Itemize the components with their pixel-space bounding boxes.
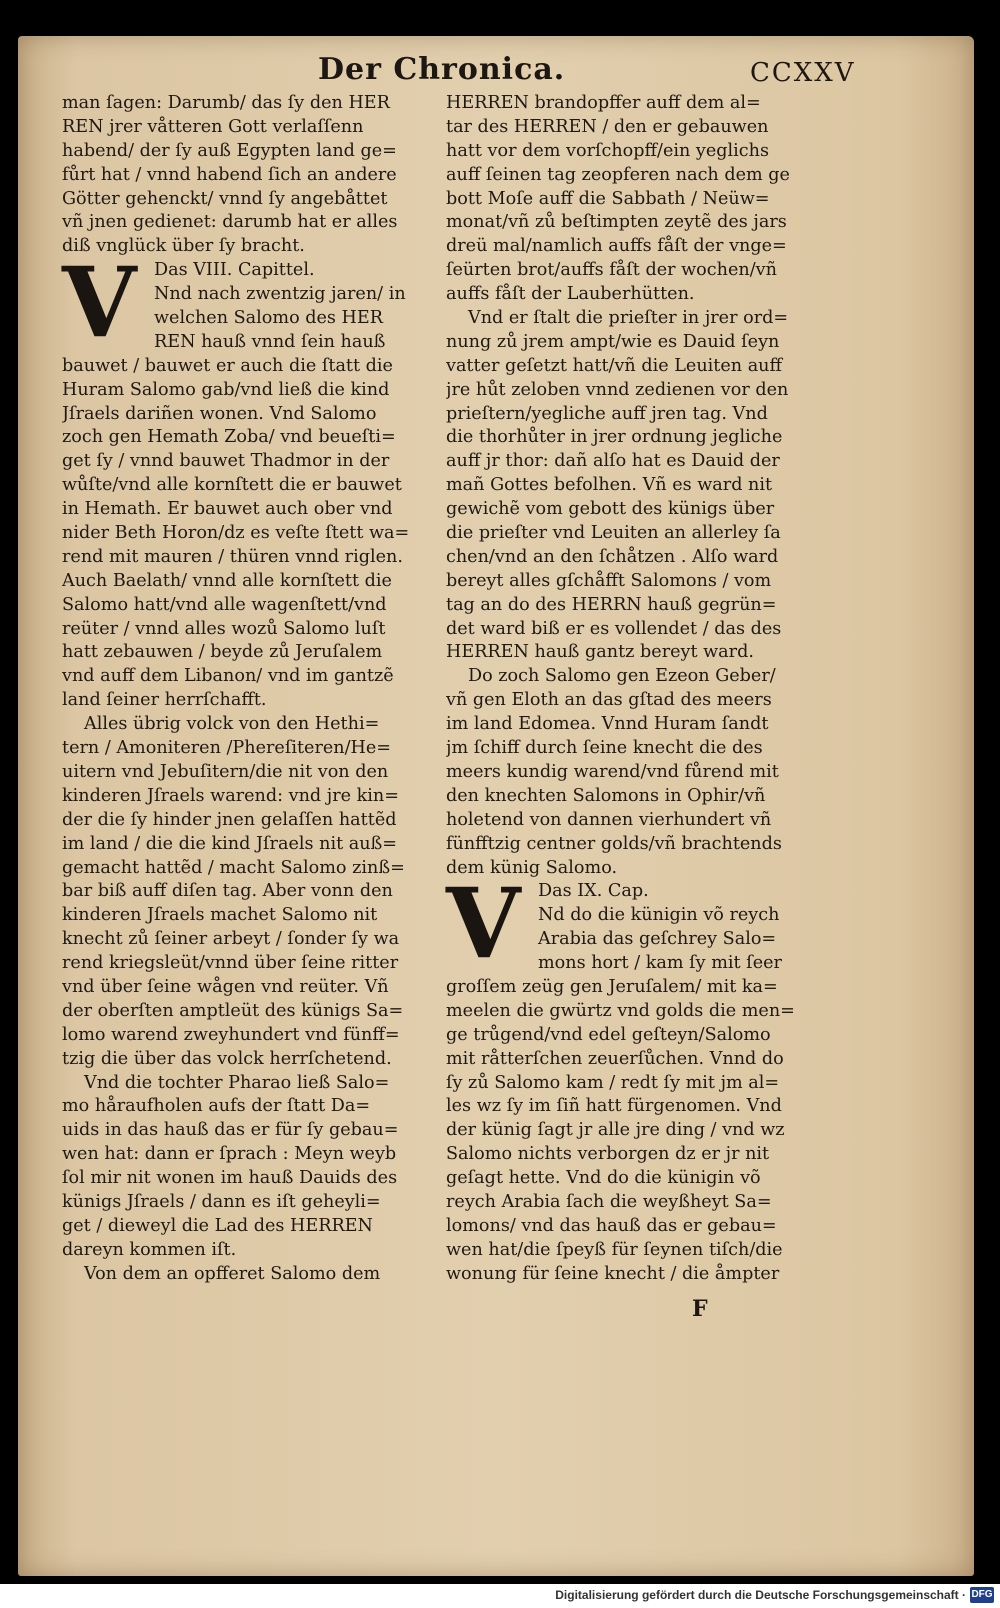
text-line: jm ſchiff durch ſeine knecht die des: [446, 738, 763, 759]
text-line: ſol mir nit wonen im hauß Dauids des: [62, 1168, 398, 1189]
text-line: reych Arabia ſach die weyßheyt Sa=: [446, 1191, 772, 1212]
text-line: Salomo hatt/vnd alle wagenſtett/vnd: [62, 594, 387, 615]
text-line: Arabia das geſchrey Salo=: [538, 929, 777, 950]
text-line: vñ gen Eloth an das gſtad des meers: [446, 690, 772, 711]
chapter-heading: Das VIII. Capittel.: [154, 260, 315, 281]
text-line: monat/vñ zů beſtimpten zeytẽ des jars: [446, 212, 787, 233]
text-line: Do zoch Salomo gen Ezeon Geber/: [468, 666, 776, 687]
text-line: mit råtterſchen zeuerſůchen. Vnnd do: [446, 1048, 784, 1069]
text-line: kinderen Jſraels warend: vnd jre kin=: [62, 785, 400, 806]
text-line: Vnd er ſtalt die prieſter in jrer ord=: [468, 308, 789, 329]
text-line: prieſtern/yegliche auff jren tag. Vnd: [446, 403, 768, 424]
text-line: nung zů jrem ampt/wie es Dauid ſeyn: [446, 331, 780, 352]
text-line: nider Beth Horon/dz es veſte ſtett wa=: [62, 523, 410, 544]
text-line: tag an do des HERRN hauß gegrün=: [446, 594, 777, 615]
text-line: Salomo nichts verborgen dz er jr nit: [446, 1144, 770, 1165]
text-line: dem künig Salomo.: [446, 857, 618, 878]
text-line: bereyt alles gſchåfft Salomons / vom: [446, 570, 772, 591]
text-line: fünfftzig centner golds/vñ brachtends: [446, 833, 782, 854]
chapter-8-paragraph-3: [62, 1072, 422, 1263]
text-line: get ſy / vnnd bauwet Thadmor in der: [62, 451, 390, 472]
text-line: die thorhůter in jrer ordnung jegliche: [446, 427, 783, 448]
text-line: groſſem zeüg gen Jeruſalem/ mit ka=: [446, 976, 778, 997]
right-paragraph-a: [446, 92, 826, 307]
text-line: knecht zů ſeiner arbeyt / ſonder ſy wa: [62, 929, 400, 950]
text-line: rend mit mauren / thüren vnnd riglen.: [62, 546, 403, 567]
text-line: tar des HERREN / den er gebauwen: [446, 116, 769, 137]
text-line: Huram Salomo gab/vnd ließ die kind: [62, 379, 390, 400]
text-line: bott Moſe auff die Sabbath / Neüw=: [446, 188, 770, 209]
text-line: auff ſeinen tag zeopferen nach dem ge: [446, 164, 790, 185]
text-line: lomons/ vnd das hauß das er gebau=: [446, 1215, 777, 1236]
text-line: habend/ der ſy auß Egypten land ge=: [62, 140, 397, 161]
running-title: Der Chronica.: [318, 52, 566, 87]
dfg-logo-icon: DFG: [970, 1587, 994, 1603]
text-line: dreü mal/namlich auffs fåſt der vnge=: [446, 236, 787, 257]
drop-cap: V: [62, 246, 137, 360]
text-line: REN jrer våtteren Gott verlaſſenn: [62, 116, 364, 137]
text-line: meers kundig warend/vnd fůrend mit: [446, 761, 779, 782]
text-line: jre hůt zeloben vnnd zedienen vor den: [446, 379, 789, 400]
text-line: vnd über ſeine wågen vnd reüter. Vñ: [62, 976, 389, 997]
text-line: tzig die über das volck herrſchetend.: [62, 1048, 392, 1069]
text-line: bauwet / bauwet er auch die ſtatt die: [62, 355, 393, 376]
text-line: det ward biß er es vollendet / das des: [446, 618, 782, 639]
text-line: fůrt hat / vnnd habend ſich an andere: [62, 164, 397, 185]
text-line: hatt vor dem vorſchopff/ein yeglichs: [446, 140, 770, 161]
left-intro-paragraph: [62, 92, 422, 259]
text-line: wonung für ſeine knecht / die åmpter: [446, 1263, 780, 1284]
text-line: lomo warend zweyhundert vnd fünff=: [62, 1024, 400, 1045]
right-paragraph-c: [446, 665, 826, 880]
text-line: land ſeiner herrſchafft.: [62, 690, 267, 711]
text-line: reüter / vnnd alles wozů Salomo luſt: [62, 618, 386, 639]
text-line: gewichẽ vom gebott des künigs über: [446, 499, 775, 520]
text-line: diß vnglück über ſy bracht.: [62, 236, 305, 257]
text-line: vnd auff dem Libanon/ vnd im gantzẽ: [62, 666, 394, 687]
text-line: hatt zebauwen / beyde zů Jeruſalem: [62, 642, 383, 663]
text-line: Alles übrig volck von den Hethi=: [84, 714, 380, 735]
chapter-9-body: [446, 976, 826, 1287]
funding-credit: Digitalisierung gefördert durch die Deutsche Forschungsgemeinschaft ·: [555, 1588, 966, 1602]
text-line: Nd do die künigin võ reych: [538, 905, 780, 926]
text-line: im land Edomea. Vnnd Huram ſandt: [446, 714, 769, 735]
left-column: [62, 92, 422, 1287]
text-line: Nnd nach zwentzig jaren/ in: [154, 284, 406, 305]
text-line: auffs fåſt der Lauberhütten.: [446, 284, 695, 305]
text-line: ge trůgend/vnd edel geſteyn/Salomo: [446, 1024, 771, 1045]
right-column: [446, 92, 826, 1287]
text-line: get / dieweyl die Lad des HERREN: [62, 1215, 373, 1236]
text-line: der oberſten amptleüt des künigs Sa=: [62, 1000, 404, 1021]
text-line: auff jr thor: dañ alſo hat es Dauid der: [446, 451, 780, 472]
text-line: bar biß auff diſen tag. Aber vonn den: [62, 881, 393, 902]
text-line: geſagt hette. Vnd do die künigin võ: [446, 1168, 761, 1189]
chapter-8-paragraph-4: [62, 1263, 422, 1287]
text-line: mo håraufholen aufs der ſtatt Da=: [62, 1096, 371, 1117]
text-line: Vnd die tochter Pharao ließ Salo=: [84, 1072, 390, 1093]
text-line: in Hemath. Er bauwet auch ober vnd: [62, 499, 393, 520]
text-line: wůſte/vnd alle kornſtett die er bauwet: [62, 475, 402, 496]
text-line: künigs Jſraels / dann es iſt geheyli=: [62, 1191, 381, 1212]
text-line: ſy zů Salomo kam / redt ſy mit jm al=: [446, 1072, 780, 1093]
drop-cap: V: [446, 867, 521, 981]
chapter-8-paragraph-2: [62, 713, 422, 1071]
text-line: Auch Baelath/ vnnd alle kornſtett die: [62, 570, 392, 591]
catchword: F: [692, 1296, 708, 1322]
text-line: HERREN brandopffer auff dem al=: [446, 93, 761, 113]
text-line: tern / Amoniteren /Phereſiteren/He=: [62, 738, 392, 759]
text-line: rend kriegsleüt/vnnd über ſeine ritter: [62, 953, 399, 974]
text-line: im land / die die kind Jſraels nit auß=: [62, 833, 398, 854]
text-line: man ſagen: Darumb/ das ſy den HER: [62, 93, 390, 113]
text-line: HERREN hauß gantz bereyt ward.: [446, 642, 754, 663]
right-paragraph-b: [446, 307, 826, 665]
text-line: vñ jnen gedienet: darumb hat er alles: [62, 212, 398, 233]
text-line: mons hort / kam ſy mit ſeer: [538, 953, 782, 974]
text-line: holetend von dannen vierhundert vñ: [446, 809, 772, 830]
text-line: gemacht hattẽd / macht Salomo zinß=: [62, 857, 405, 878]
digitization-footer: [0, 1584, 1000, 1608]
text-line: den knechten Salomons in Ophir/vñ: [446, 785, 766, 806]
text-line: uids in das hauß das er für ſy gebau=: [62, 1120, 399, 1141]
text-line: zoch gen Hemath Zoba/ vnd beueſti=: [62, 427, 396, 448]
chapter-8-body: [62, 355, 422, 713]
text-line: kinderen Jſraels machet Salomo nit: [62, 905, 378, 926]
text-line: welchen Salomo des HER: [154, 308, 383, 329]
text-line: wen hat/die ſpeyß für ſeynen tiſch/die: [446, 1239, 783, 1260]
text-line: der künig ſagt jr alle jre ding / vnd wz: [446, 1120, 785, 1141]
text-line: vatter geſetzt hatt/vñ die Leuiten auff: [446, 355, 783, 376]
text-line: les wz ſy im ſiñ hatt fürgenomen. Vnd: [446, 1096, 782, 1117]
folio-number: CCXXV: [750, 58, 856, 88]
text-line: die prieſter vnd Leuiten an allerley ſa: [446, 523, 781, 544]
text-line: der die ſy hinder jnen gelaſſen hattẽd: [62, 809, 397, 830]
text-line: uitern vnd Jebuſitern/die nit von den: [62, 761, 389, 782]
text-line: chen/vnd an den ſchåtzen . Alſo ward: [446, 546, 779, 567]
text-line: ſeürten brot/auffs fåſt der wochen/vñ: [446, 260, 777, 281]
text-line: Jſraels dariñen wonen. Vnd Salomo: [62, 403, 377, 424]
text-line: REN hauß vnnd ſein hauß: [154, 331, 386, 352]
text-line: mañ Gottes befolhen. Vñ es ward nit: [446, 475, 773, 496]
text-line: Von dem an opfferet Salomo dem: [84, 1263, 381, 1284]
text-line: meelen die gwürtz vnd golds die men=: [446, 1000, 795, 1021]
text-line: dareyn kommen iſt.: [62, 1239, 237, 1260]
text-line: wen hat: dann er ſprach : Meyn weyb: [62, 1144, 397, 1165]
text-line: Götter gehenckt/ vnnd ſy angebåttet: [62, 188, 388, 209]
chapter-heading: Das IX. Cap.: [538, 881, 649, 902]
